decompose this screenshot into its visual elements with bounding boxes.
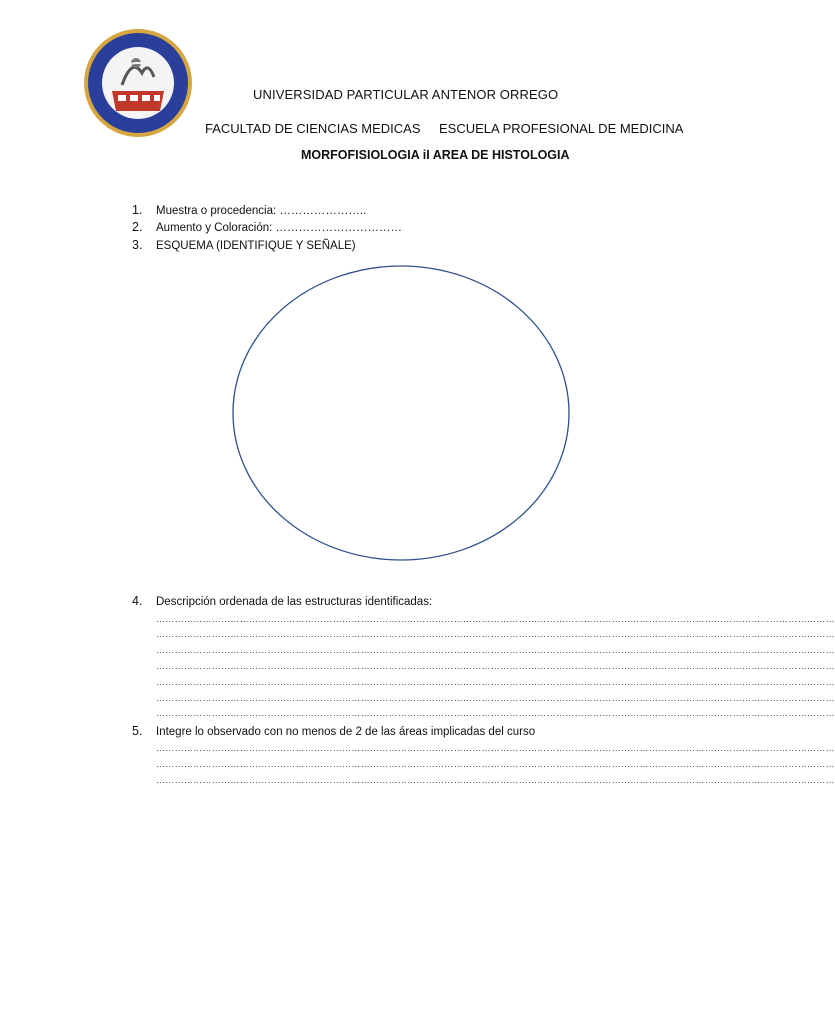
item-text: Aumento y Coloración: …………………………… [156,222,403,234]
drawing-area-circle [231,264,571,562]
item-number: 3. [132,238,143,252]
item-number: 5. [132,724,143,738]
university-name: UNIVERSIDAD PARTICULAR ANTENOR ORREGO [253,87,559,102]
answer-line[interactable]: ………………………………………………………………………………………………………………………………………………………………………………………………… [156,629,835,639]
answer-line[interactable]: ………………………………………………………………………………………………………………………………………………………………………………………………… [156,708,835,718]
answer-line[interactable]: ………………………………………………………………………………………………………………………………………………………………………………………………… [156,743,835,753]
university-logo [82,27,194,139]
item-text: ESQUEMA (IDENTIFIQUE Y SEÑALE) [156,240,356,252]
answer-line[interactable]: ………………………………………………………………………………………………………………………………………………………………………………………………… [156,614,835,624]
item-text: Muestra o procedencia: ………………….. [156,205,367,217]
item-text: Descripción ordenada de las estructuras identificadas: [156,596,433,608]
answer-line[interactable]: ………………………………………………………………………………………………………………………………………………………………………………………………… [156,645,835,655]
item-text: Integre lo observado con no menos de 2 de las áreas implicadas del curso [156,726,536,738]
item-number: 1. [132,203,143,217]
course-title: MORFOFISIOLOGIA iI AREA DE HISTOLOGIA [301,148,570,162]
item-number: 2. [132,220,143,234]
answer-line[interactable]: ………………………………………………………………………………………………………………………………………………………………………………………………… [156,775,835,785]
answer-line[interactable]: ………………………………………………………………………………………………………………………………………………………………………………………………… [156,677,835,687]
answer-line[interactable]: ………………………………………………………………………………………………………………………………………………………………………………………………… [156,759,835,769]
item-number: 4. [132,594,143,608]
faculty-name: FACULTAD DE CIENCIAS MEDICAS [205,121,421,136]
answer-line[interactable]: ………………………………………………………………………………………………………………………………………………………………………………………………… [156,661,835,671]
school-name: ESCUELA PROFESIONAL DE MEDICINA [439,121,684,136]
answer-line[interactable]: ………………………………………………………………………………………………………………………………………………………………………………………………… [156,693,835,703]
